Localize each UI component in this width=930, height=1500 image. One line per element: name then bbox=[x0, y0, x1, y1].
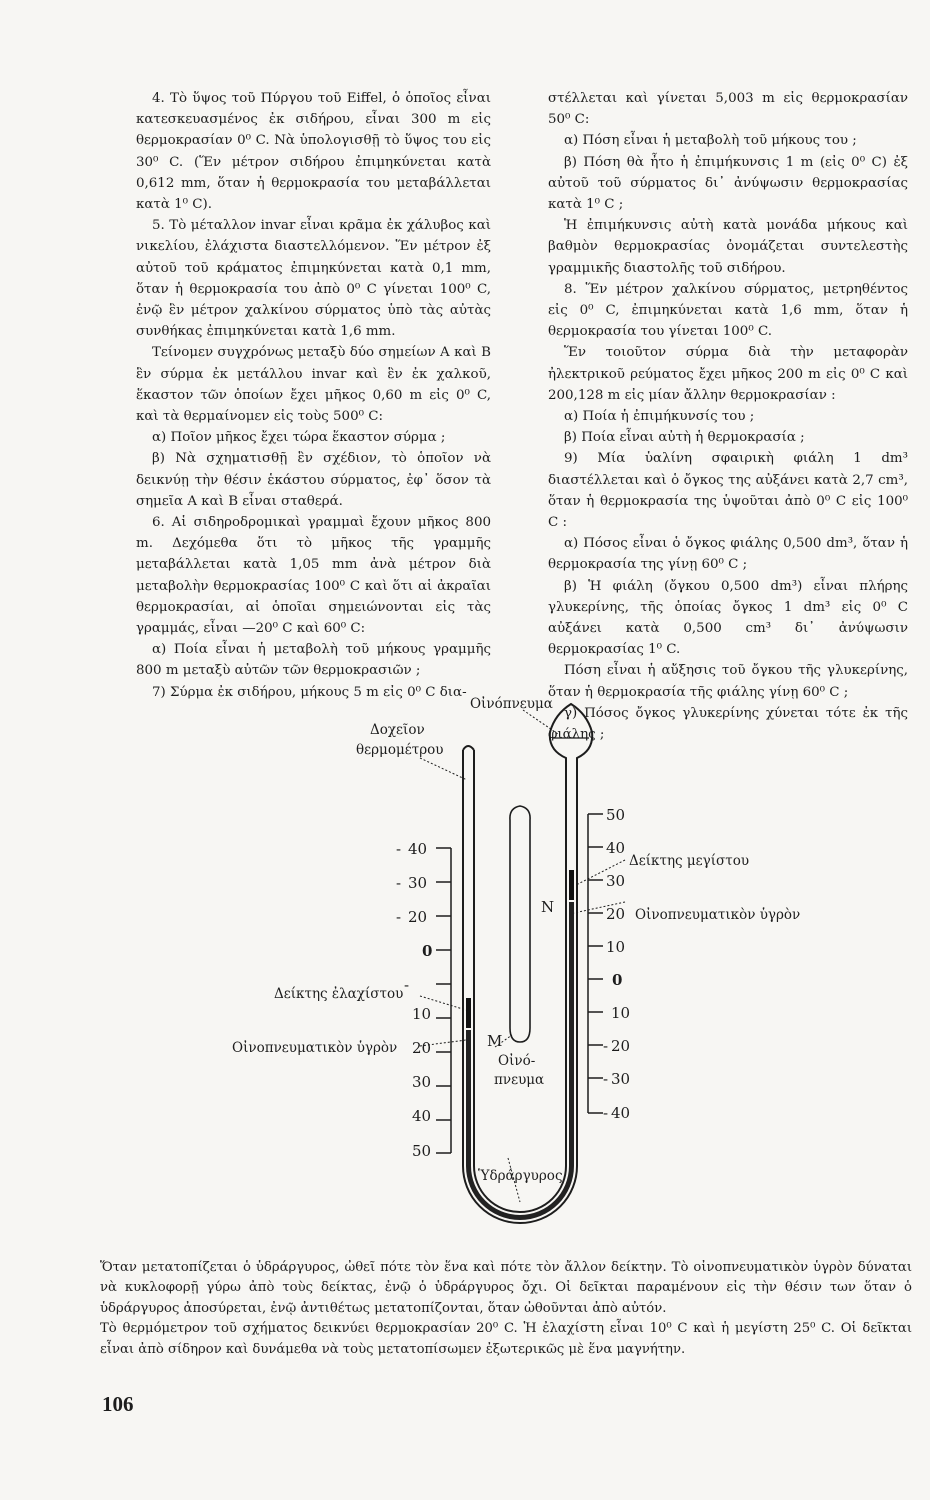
figure-caption bbox=[100, 1258, 912, 1360]
exercise-9a: α) Πόσος εἶναι ὁ ὄγκος φιάλης 0,500 dm³, ὅταν ἡ θερμοκρασία της γίνῃ 60⁰ C ; bbox=[548, 536, 908, 573]
exercise-6a: α) Ποία εἶναι ἡ μεταβολὴ τοῦ μήκους γραμμῆς 800 m μεταξὺ αὐτῶν τῶν θερμοκρασιῶν ; bbox=[136, 642, 491, 679]
exercise-5b: β) Νὰ σχηματισθῇ ἓν σχέδιον, τὸ ὁποῖον νὰ δεικνύῃ τὴν θέσιν ἑκάστου σύρματος, ἐφ᾽ ὅσον τὰ σημεῖα Α καὶ Β εἶναι σταθερά. bbox=[136, 451, 491, 509]
max-index bbox=[569, 870, 574, 900]
right-tick: 10 bbox=[606, 938, 626, 956]
left-tick: 50 bbox=[412, 1142, 432, 1160]
label-reservoir-line1: Δοχεῖον bbox=[370, 722, 425, 738]
right-text-column bbox=[548, 88, 908, 745]
left-tick-sign: - bbox=[396, 908, 402, 926]
exercise-5-setup: Τείνομεν συγχρόνως μεταξὺ δύο σημείων Α καὶ Β ἓν σύρμα ἐκ μετάλλου invar καὶ ἓν ἐκ χαλκοῦ, ἕκαστον τῶν ὁποίων ἔχει μῆκος 0,60 m εἰς 0⁰ C, καὶ τὰ θερμαίνομεν εἰς τοὺς 500⁰ C: bbox=[136, 345, 491, 425]
exercise-8b: β) Ποία εἶναι αὐτὴ ἡ θερμοκρασία ; bbox=[564, 430, 805, 446]
left-text-column bbox=[136, 88, 491, 703]
right-tick: 10 bbox=[611, 1004, 631, 1022]
exercise-5a: α) Ποῖον μῆκος ἔχει τώρα ἕκαστον σύρμα ; bbox=[152, 430, 446, 446]
exercise-9b-question: Πόση εἶναι ἡ αὔξησις τοῦ ὄγκου τῆς γλυκερίνης, ὅταν ἡ θερμοκρασία τῆς φιάλης γίνῃ 60⁰ C ; bbox=[548, 663, 908, 700]
left-tick-sign: - bbox=[404, 976, 410, 994]
thermometer-figure bbox=[0, 680, 930, 1240]
label-alcohol-top: Οἰνόπνευμα bbox=[470, 696, 553, 712]
left-tick: 10 bbox=[412, 1005, 432, 1023]
label-mercury: Ὑδράργυρος bbox=[478, 1168, 563, 1184]
right-tick: 20 bbox=[606, 905, 626, 923]
right-tick-sign: - bbox=[603, 1070, 609, 1088]
caption-paragraph-1: Ὅταν μετατοπίζεται ὁ ὑδράργυρος, ὠθεῖ πότε τὸν ἕνα καὶ πότε τὸν ἄλλον δείκτην. Τὸ οἰνοπνευματικὸν ὑγρὸν δύναται νὰ κυκλοφορῇ γύρω ἀπὸ τοὺς δείκτας, ἐνῷ ὁ ὑδράργυρος ὄχι. Οἱ δεῖκται παραμένουν εἰς τὴν θέσιν των ὅταν ὁ ὑδράργυρος ἀποσύρεται, ἐνῷ ἀντιθέτως μετατοπίζονται, ὅταν ὠθοῦνται ἀπὸ αὐτόν. bbox=[100, 1260, 912, 1316]
label-max-index: Δείκτης μεγίστου bbox=[629, 853, 750, 869]
left-tick: 30 bbox=[412, 1073, 432, 1091]
exercise-7b: β) Πόση θὰ ἦτο ἡ ἐπιμήκυνσις 1 m (εἰς 0⁰ C) ἐξ αὐτοῦ τοῦ σύρματος δι᾽ ἀνύψωσιν θερμοκρασίας κατὰ 1⁰ C ; bbox=[548, 154, 908, 213]
left-scale bbox=[436, 848, 451, 1153]
label-alcohol-inner-2: πνευμα bbox=[494, 1072, 545, 1088]
exercise-9c: γ) Πόσος ὄγκος γλυκερίνης χύνεται τότε ἐκ τῆς φιάλης ; bbox=[548, 705, 908, 743]
label-alcohol-liquid-right: Οἰνοπνευματικὸν ὑγρὸν bbox=[635, 907, 801, 923]
label-alcohol-liquid-left: Οἰνοπνευματικὸν ὑγρὸν bbox=[232, 1040, 398, 1056]
exercise-9b: β) Ἡ φιάλη (ὄγκου 0,500 dm³) εἶναι πλήρης γλυκερίνης, τῆς ὁποίας ὄγκος 1 dm³ εἰς 0⁰ C αὐξάνει κατὰ 0,500 cm³ δι᾽ ἀνύψωσιν θερμοκρασίας 1⁰ C. bbox=[548, 578, 908, 658]
definition-linear-expansion: Ἡ ἐπιμήκυνσις αὐτὴ κατὰ μονάδα μήκους καὶ βαθμὸν θερμοκρασίας ὀνομάζεται συντελεστὴς γραμμικῆς διαστολῆς τοῦ σιδήρου. bbox=[548, 218, 908, 276]
left-tick: 20 bbox=[412, 1039, 432, 1057]
right-scale-labels bbox=[603, 806, 630, 1122]
label-letter-m: M bbox=[487, 1032, 503, 1050]
right-tick-sign: - bbox=[603, 1037, 609, 1055]
exercise-8-setup: Ἕν τοιοῦτον σύρμα διὰ τὴν μεταφορὰν ἠλεκτρικοῦ ρεύματος ἔχει μῆκος 200 m εἰς 0⁰ C καὶ 200,128 m εἰς μίαν ἄλλην θερμοκρασίαν : bbox=[548, 345, 908, 403]
left-tick-sign: - bbox=[396, 874, 402, 892]
right-tick: 30 bbox=[611, 1070, 631, 1088]
caption-paragraph-2: Τὸ θερμόμετρον τοῦ σχήματος δεικνύει θερμοκρασίαν 20⁰ C. Ἡ ἐλαχίστη εἶναι 10⁰ C καὶ ἡ μεγίστη 25⁰ C. Οἱ δεῖκται εἶναι ἀπὸ σίδηρον καὶ δυνάμεθα νὰ τοὺς μετατοπίσωμεν ἐξωτερικῶς μὲ ἕνα μαγνήτην. bbox=[100, 1321, 912, 1357]
left-tick-sign: - bbox=[396, 840, 402, 858]
right-tick: 0 bbox=[612, 971, 623, 989]
exercise-6: 6. Αἱ σιδηροδρομικαὶ γραμμαὶ ἔχουν μῆκος 800 m. Δεχόμεθα ὅτι τὸ μῆκος τῆς γραμμῆς μεταβάλλεται κατὰ 1,05 mm ἀνὰ μέτρον διὰ μεταβολὴν θερμοκρασίας 100⁰ C καὶ ὅτι αἱ ἀκραῖαι θερμοκρασίαι, αἱ ὁποῖαι σημειώνονται εἰς τὰς γραμμάς, εἶναι —20⁰ C καὶ 60⁰ C: bbox=[136, 515, 491, 637]
exercise-7-cont: στέλλεται καὶ γίνεται 5,003 m εἰς θερμοκρασίαν 50⁰ C: bbox=[548, 91, 908, 128]
exercise-7-start: 7) Σύρμα ἐκ σιδήρου, μήκους 5 m εἰς 0⁰ C δια- bbox=[152, 684, 467, 700]
min-index bbox=[466, 998, 471, 1028]
label-reservoir-line2: θερμομέτρου bbox=[356, 742, 444, 758]
right-scale bbox=[588, 814, 603, 1113]
left-tick: 20 bbox=[408, 908, 428, 926]
exercise-8a: α) Ποία ἡ ἐπιμήκυνσίς του ; bbox=[564, 409, 755, 425]
left-tick: 30 bbox=[408, 874, 428, 892]
label-alcohol-inner-1: Οἰνό- bbox=[498, 1053, 536, 1069]
exercise-4: 4. Τὸ ὕψος τοῦ Πύργου τοῦ Eiffel, ὁ ὁποῖος εἶναι κατεσκευασμένος ἐκ σιδήρου, εἶναι 300 m εἰς θερμοκρασίαν 0⁰ C. Νὰ ὑπολογισθῇ τὸ ὕψος του εἰς 30⁰ C. (Ἕν μέτρον σιδήρου ἐπιμηκύνεται κατὰ 0,612 mm, ὅταν ἡ θερμοκρασία του μεταβάλλεται κατὰ 1⁰ C). bbox=[136, 91, 491, 213]
label-min-index: Δείκτης ἐλαχίστου bbox=[274, 986, 404, 1002]
right-tick: 20 bbox=[611, 1037, 631, 1055]
left-tick: 0 bbox=[422, 942, 433, 960]
left-tick: 40 bbox=[408, 840, 428, 858]
exercise-7a: α) Πόση εἶναι ἡ μεταβολὴ τοῦ μήκους του ; bbox=[564, 133, 857, 149]
right-tick: 40 bbox=[611, 1104, 631, 1122]
left-tick: 40 bbox=[412, 1107, 432, 1125]
exercise-5: 5. Τὸ μέταλλον invar εἶναι κρᾶμα ἐκ χάλυβος καὶ νικελίου, ἐλάχιστα διαστελλόμενον. Ἕν μέτρον ἐξ αὐτοῦ τοῦ κράματος ἐπιμηκύνεται κατὰ 0,1 mm, ὅταν ἡ θερμοκρασία του ἀπὸ 0⁰ C γίνεται 100⁰ C, ἐνῷ ἓν μέτρον χαλκίνου σύρματος ὑπὸ τὰς αὐτὰς συνθήκας ἐπιμηκύνεται κατὰ 1,6 mm. bbox=[136, 218, 491, 340]
u-tube bbox=[463, 746, 577, 1223]
right-tick: 30 bbox=[606, 872, 626, 890]
exercise-9: 9) Μία ὑαλίνη σφαιρικὴ φιάλη 1 dm³ διαστέλλεται καὶ ὁ ὄγκος της αὐξάνει κατὰ 2,7 cm³, ὅταν ἡ θερμοκρασία της ὑψοῦται ἀπὸ 0⁰ C εἰς 100⁰ C : bbox=[548, 451, 908, 531]
right-tick: 50 bbox=[606, 806, 626, 824]
exercise-8: 8. Ἕν μέτρον χαλκίνου σύρματος, μετρηθέντος εἰς 0⁰ C, ἐπιμηκύνεται κατὰ 1,6 mm, ὅταν ἡ θερμοκρασία του γίνεται 100⁰ C. bbox=[548, 281, 908, 340]
page-number: 106 bbox=[102, 1392, 134, 1416]
label-letter-n: N bbox=[541, 898, 555, 916]
right-tick-sign: - bbox=[603, 1104, 609, 1122]
right-tick: 40 bbox=[606, 839, 626, 857]
reservoir bbox=[550, 704, 592, 802]
